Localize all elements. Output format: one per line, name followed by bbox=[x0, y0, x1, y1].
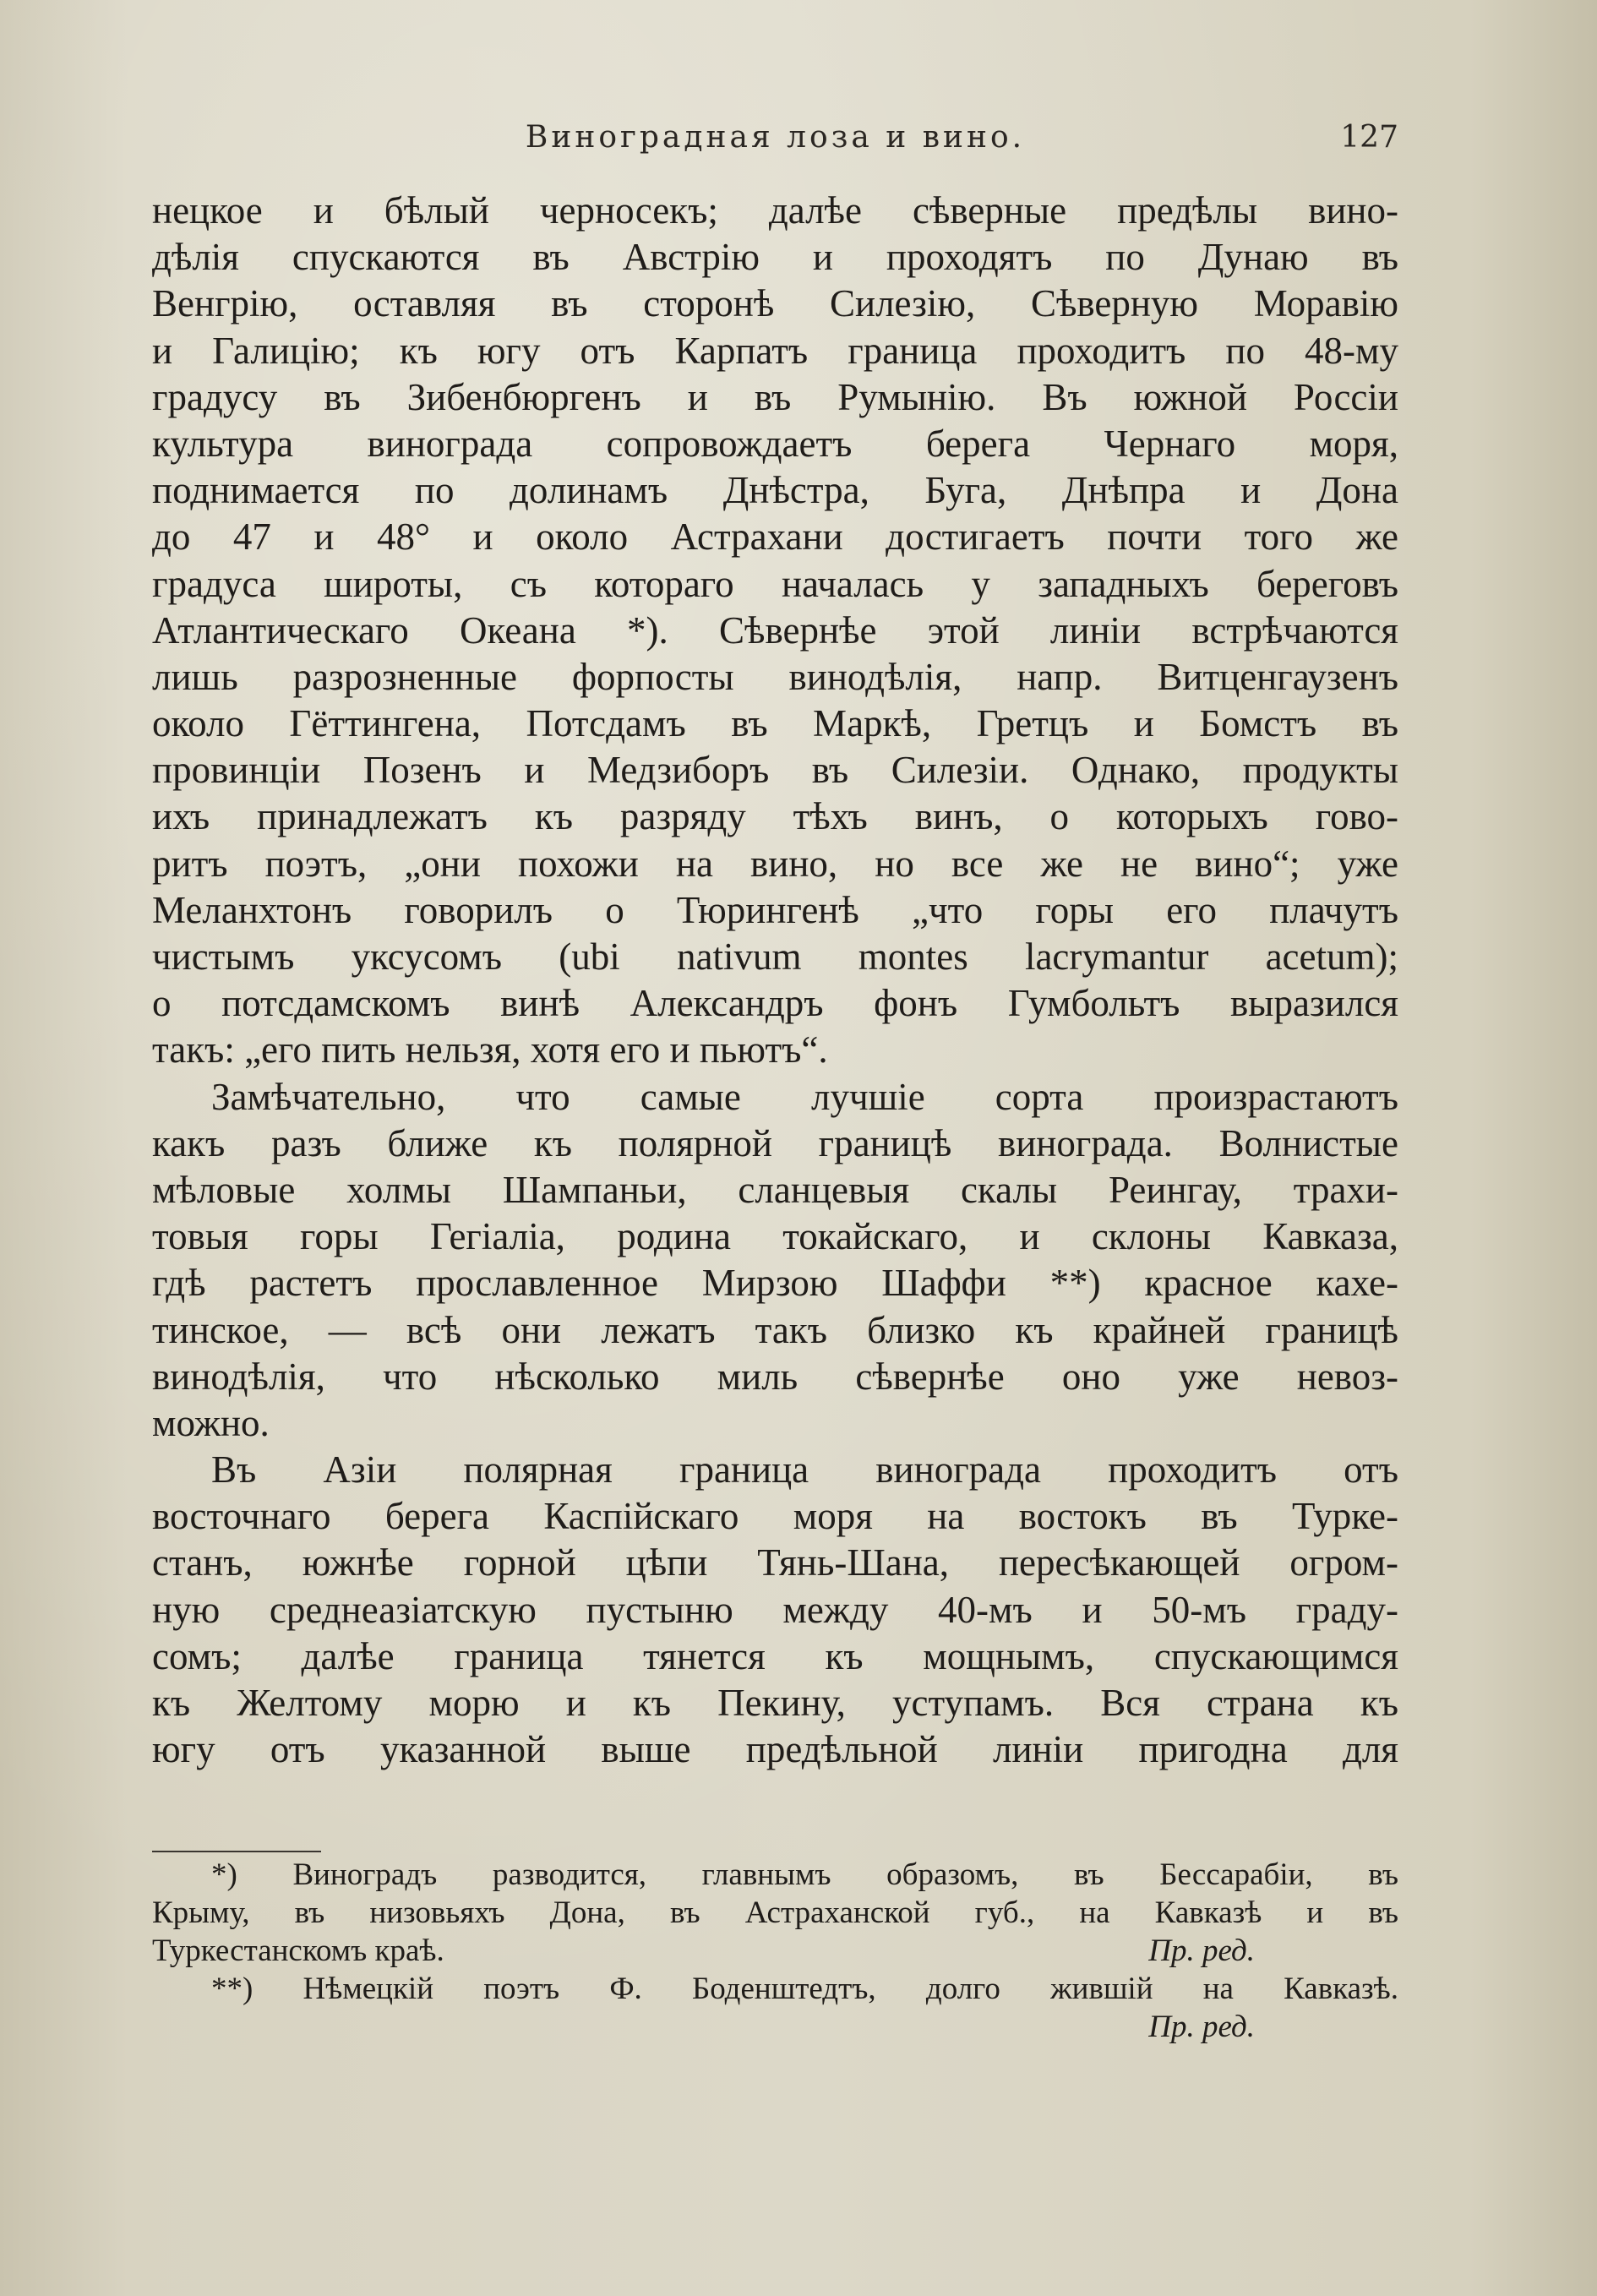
text-line: товыя горы Гегіаліа, родина токайскаго, и склоны Кавказа, bbox=[152, 1215, 1398, 1258]
text-line: Венгрію, оставляя въ сторонѣ Силезію, Сѣверную Моравію bbox=[152, 282, 1398, 325]
page-number: 127 bbox=[1340, 120, 1398, 155]
running-title: Виноградная лоза и вино. bbox=[525, 120, 1026, 155]
text-line: станъ, южнѣе горной цѣпи Тянь-Шана, пересѣкающей огром- bbox=[152, 1541, 1398, 1584]
text-line: къ Желтому морю и къ Пекину, уступамъ. Вся страна къ bbox=[152, 1682, 1398, 1724]
text-line: югу отъ указанной выше предѣльной линіи пригодна для bbox=[152, 1728, 1398, 1771]
text-line: чистымъ уксусомъ (ubi nativum montes lacrymantur acetum); bbox=[152, 935, 1398, 978]
text-line: поднимается по долинамъ Днѣстра, Буга, Днѣпра и Дона bbox=[152, 469, 1398, 512]
text-line: тинское, — всѣ они лежатъ такъ близко къ крайней границѣ bbox=[152, 1308, 1398, 1351]
text-line: винодѣлія, что нѣсколько миль сѣвернѣе оно уже невоз- bbox=[152, 1355, 1398, 1398]
text-line: какъ разъ ближе къ полярной границѣ винограда. Волнистые bbox=[152, 1121, 1398, 1164]
text-line: ную среднеазіатскую пустыню между 40-мъ и 50-мъ граду- bbox=[152, 1588, 1398, 1631]
footnote-line: Крыму, въ низовьяхъ Дона, въ Астраханской губ., на Кавказѣ и въ bbox=[152, 1895, 1398, 1930]
text-line: нецкое и бѣлый черносекъ; далѣе сѣверные предѣлы вино- bbox=[152, 189, 1398, 232]
text-line: Замѣчательно, что самые лучшіе сорта произрастаютъ bbox=[211, 1075, 1398, 1118]
footnote-line: *) Виноградъ разводится, главнымъ образомъ, въ Бессарабіи, въ bbox=[211, 1857, 1398, 1892]
text-line: о потсдамскомъ винѣ Александръ фонъ Гумбольтъ выразился bbox=[152, 982, 1398, 1025]
text-line: восточнаго берега Каспійскаго моря на востокъ въ Турке- bbox=[152, 1495, 1398, 1538]
text-line: мѣловые холмы Шампаньи, сланцевыя скалы Реингау, трахи- bbox=[152, 1168, 1398, 1211]
footnote-divider bbox=[152, 1851, 321, 1852]
text-line: лишь разрозненные форпосты винодѣлія, напр. Витценгаузенъ bbox=[152, 655, 1398, 698]
text-line: культура винограда сопровождаетъ берега Чернаго моря, bbox=[152, 422, 1398, 465]
text-line: можно. bbox=[152, 1401, 270, 1444]
footnote-line: Туркестанскомъ краѣ. bbox=[152, 1933, 444, 1968]
text-line: провинціи Позенъ и Медзиборъ въ Силезіи. Однако, продукты bbox=[152, 749, 1398, 792]
text-line: сомъ; далѣе граница тянется къ мощнымъ, спускающимся bbox=[152, 1634, 1398, 1677]
footnote-line: **) Нѣмецкій поэтъ Ф. Боденштедтъ, долго жившій на Кавказѣ. bbox=[211, 1972, 1398, 2006]
text-line: до 47 и 48° и около Астрахани достигаетъ почти того же bbox=[152, 515, 1398, 559]
body-text bbox=[152, 188, 1398, 1773]
text-line: Въ Азіи полярная граница винограда проходитъ отъ bbox=[211, 1448, 1398, 1492]
text-line: Атлантическаго Океана *). Сѣвернѣе этой линіи встрѣчаются bbox=[152, 608, 1398, 652]
text-line: ихъ принадлежатъ къ разряду тѣхъ винъ, о которыхъ гово- bbox=[152, 795, 1398, 838]
text-line: гдѣ растетъ прославленное Мирзою Шаффи **) красное кахе- bbox=[152, 1262, 1398, 1305]
text-line: такъ: „его пить нельзя, хотя его и пьютъ“. bbox=[152, 1028, 828, 1072]
text-line: Меланхтонъ говорилъ о Тюрингенѣ „что горы его плачутъ bbox=[152, 888, 1398, 931]
text-line: ритъ поэтъ, „они похожи на вино, но все же не вино“; уже bbox=[152, 842, 1398, 885]
footnote-sign-line bbox=[152, 2008, 1398, 2046]
footnote-line-with-sign bbox=[152, 1932, 1398, 1970]
editor-note-sign: Пр. ред. bbox=[1148, 1933, 1255, 1968]
editor-note-sign: Пр. ред. bbox=[1148, 2010, 1255, 2044]
text-line: дѣлія спускаются въ Австрію и проходятъ по Дунаю въ bbox=[152, 236, 1398, 279]
text-line: градусу въ Зибенбюргенъ и въ Румынію. Въ южной Россіи bbox=[152, 375, 1398, 418]
text-line: около Гёттингена, Потсдамъ въ Маркѣ, Гретцъ и Бомстъ въ bbox=[152, 702, 1398, 745]
footnotes bbox=[152, 1856, 1398, 2046]
text-line: и Галицію; къ югу отъ Карпатъ граница проходитъ по 48-му bbox=[152, 329, 1398, 372]
page-header bbox=[152, 120, 1398, 162]
text-line: градуса широты, съ котораго началась у западныхъ береговъ bbox=[152, 562, 1398, 605]
